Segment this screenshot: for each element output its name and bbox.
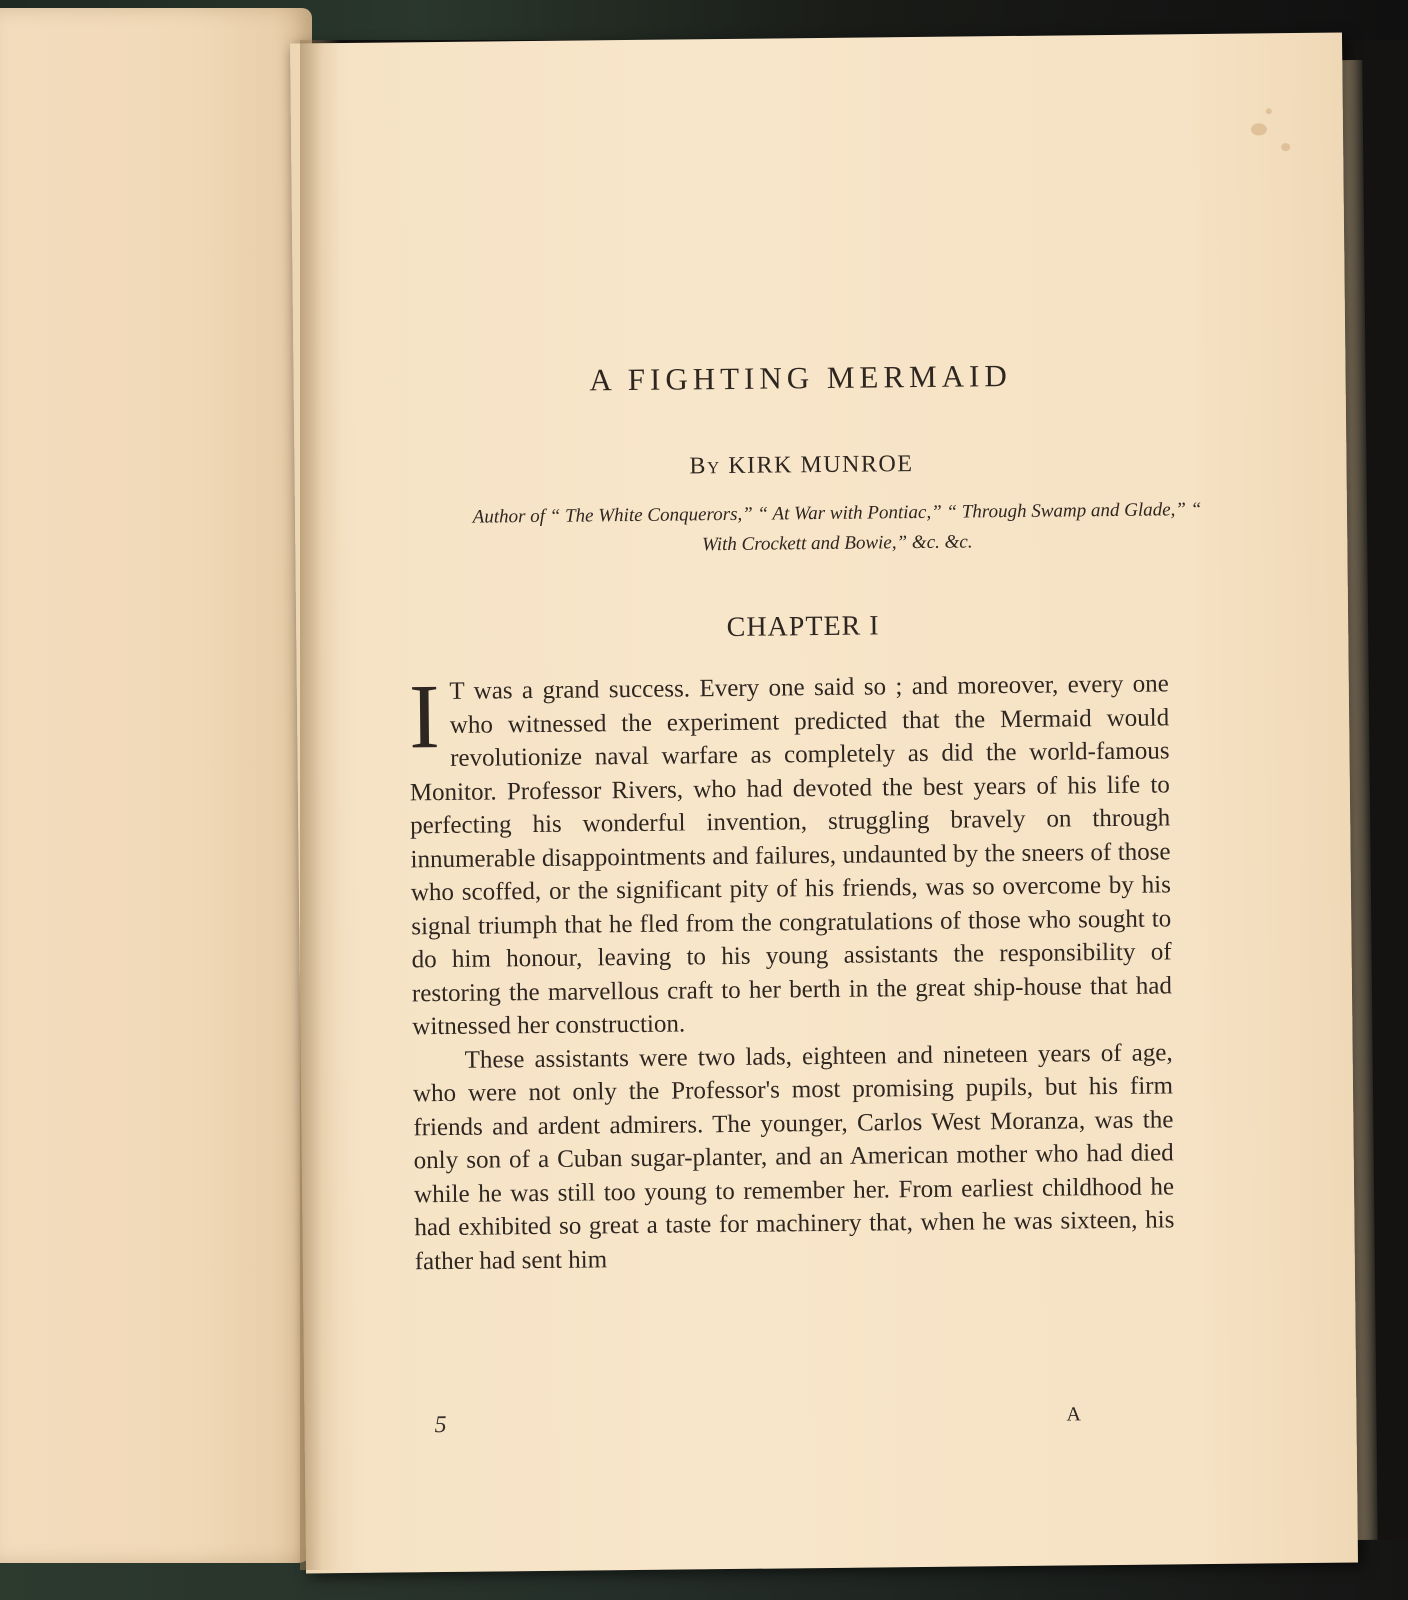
signature-mark: A	[1066, 1403, 1081, 1426]
drop-cap: I	[408, 665, 441, 768]
foxing-spot	[1281, 143, 1290, 151]
foxing-spot	[1251, 123, 1267, 135]
page-text	[405, 356, 1202, 1278]
byline	[406, 448, 1166, 483]
paragraph-1	[409, 667, 1173, 1043]
paragraph-1-text: T was a grand success. Every one said so ; and moreover, every one who witnessed the experiment predicted that the Mermaid would revolutionize naval warfare as completely as did the world-famous Monitor. Professor Rivers, who had devoted the best years of his life to perfecting his wonderful invention, struggling bravely on through innumerable disappointments and failures, undaunted by the sneers of those who scoffed, or the significant pity of his friends, was so overcome by his signal triumph that he fled from the congratulations of those who sought to do him honour, leaving to his young assistants the responsibility of restoring the marvellous craft to her berth in the great ship-house that had witnessed her construction.	[409, 670, 1173, 1041]
right-page	[290, 33, 1358, 1574]
left-page	[0, 8, 312, 1563]
chapter-heading: CHAPTER I	[726, 610, 880, 644]
paragraph-2: These assistants were two lads, eighteen and nineteen years of age, who were not only the Professor's most promising pupils, but his firm friends and ardent admirers. The younger, Carlos West Moranza, was the only son of a Cuban sugar-planter, and an American mother who had died while he was still too young to remember her. From earliest childhood he had exhibited so great a taste for machinery that, when he was sixteen, his father had sent him	[412, 1038, 1175, 1275]
book-gutter	[300, 40, 340, 1570]
foxing-spot	[1266, 108, 1272, 114]
author-works: Author of “ The White Conquerors,” “ At War with Pontiac,” “ Through Swamp and Glade,” “ With Crockett and Bowie,” &c. &c.	[472, 499, 1202, 556]
byline-prefix: By	[689, 453, 721, 480]
author-name: KIRK MUNROE	[728, 451, 914, 479]
book-title: A FIGHTING MERMAID	[589, 358, 1012, 398]
folio-mark: 5	[434, 1411, 447, 1439]
